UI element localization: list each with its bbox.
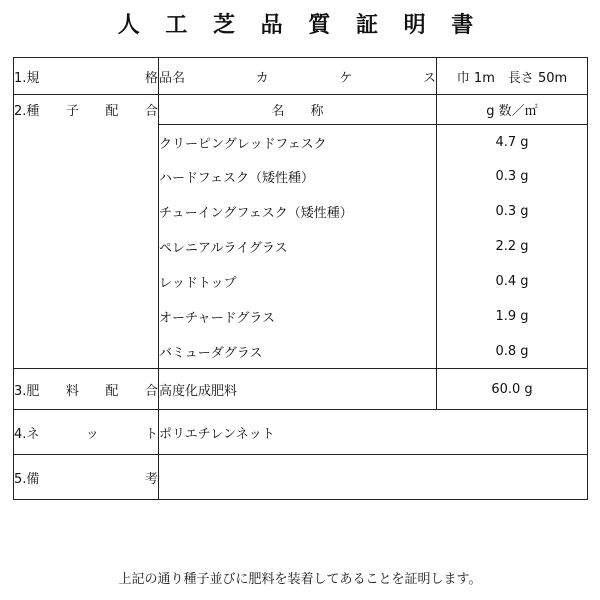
seed-label-part: 子 [65, 104, 79, 119]
seed-label-part: 配 [105, 104, 119, 119]
remarks-row [14, 455, 588, 500]
seed-name: レッドトップ [159, 264, 437, 299]
fertilizer-value: 60.0 g [437, 369, 588, 410]
seed-label [14, 95, 159, 369]
fertilizer-label-part: 合 [144, 383, 158, 399]
fertilizer-label-part: 3.肥 [14, 383, 40, 399]
product-name-char: カ [255, 70, 269, 86]
seed-label-part: 2.種 [14, 104, 40, 119]
seed-value: 4.7 g [437, 125, 588, 160]
spec-size: 巾 1m 長さ 50m [437, 58, 588, 95]
fertilizer-label-part: 料 [65, 383, 79, 399]
spec-label-part: 格 [144, 70, 158, 86]
product-name-char: ケ [339, 70, 353, 86]
net-label-part: ト [144, 426, 158, 442]
seed-name: オーチャードグラス [159, 299, 437, 334]
seed-value: 0.4 g [437, 264, 588, 299]
net-label [14, 410, 159, 455]
fertilizer-label [14, 369, 159, 410]
seed-label-part: 合 [144, 104, 158, 119]
certificate-table [13, 57, 588, 500]
spec-row [14, 58, 588, 95]
net-row [14, 410, 588, 455]
seed-value: 2.2 g [437, 229, 588, 264]
remarks-label [14, 455, 159, 500]
net-value: ポリエチレンネット [159, 410, 588, 455]
seed-header-row [14, 95, 588, 125]
fertilizer-row [14, 369, 588, 410]
net-label-part: 4.ネ [14, 426, 40, 442]
seed-name: チューイングフェスク（矮性種） [159, 194, 437, 229]
seed-name: バミューダグラス [159, 334, 437, 369]
seed-name: ペレニアルライグラス [159, 229, 437, 264]
seed-value: 1.9 g [437, 299, 588, 334]
spec-label [14, 58, 159, 95]
seed-value: 0.3 g [437, 194, 588, 229]
seed-name: クリーピングレッドフェスク [159, 125, 437, 160]
seed-name: ハードフェスク（矮性種） [159, 159, 437, 194]
seed-value: 0.3 g [437, 159, 588, 194]
seed-header-unit: g 数／㎡ [437, 95, 588, 125]
fertilizer-label-part: 配 [105, 383, 119, 399]
product-name-char: ス [422, 70, 436, 86]
fertilizer-name: 高度化成肥料 [159, 369, 437, 410]
seed-header-name: 名 称 [159, 95, 437, 125]
spec-product-name [159, 58, 437, 95]
remarks-label-part: 5.備 [14, 471, 40, 487]
remarks-value [159, 455, 588, 500]
document-title: 人 工 芝 品 質 証 明 書 [117, 13, 483, 38]
product-name-label: 品名 [159, 70, 186, 86]
remarks-label-part: 考 [144, 471, 158, 487]
spec-label-part: 1.規 [14, 70, 40, 86]
certification-statement: 上記の通り種子並びに肥料を装着してあることを証明します。 [118, 572, 482, 587]
seed-value: 0.8 g [437, 334, 588, 369]
net-label-part: ッ [85, 426, 99, 442]
